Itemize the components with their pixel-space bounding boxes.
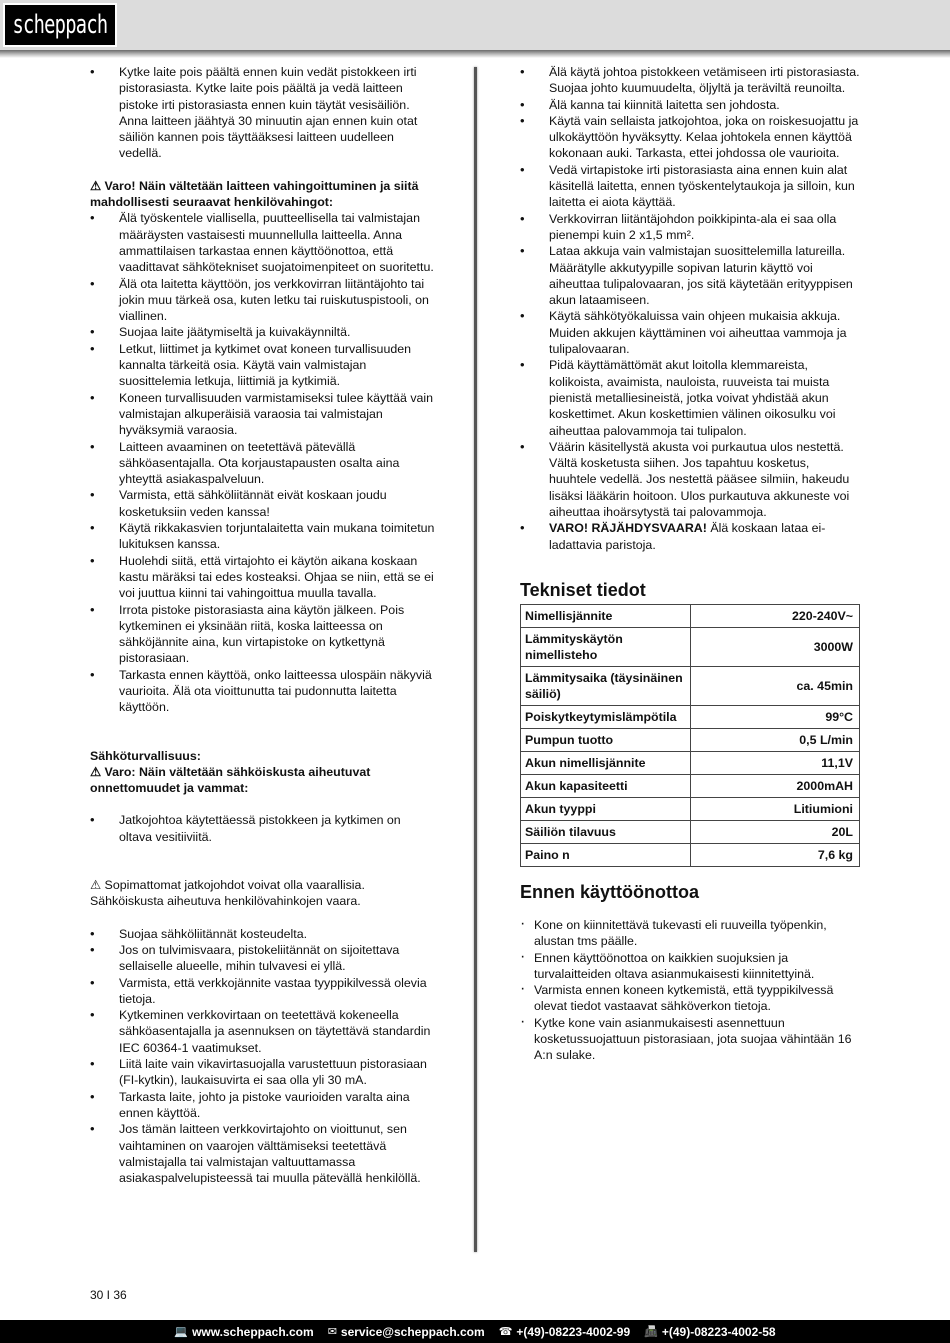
table-row: [521, 797, 860, 820]
electrical-safety-title: Sähköturvallisuus:: [90, 748, 201, 763]
table-row: [521, 604, 860, 627]
list-item: • Älä kanna tai kiinnitä laitetta sen johdosta.: [520, 97, 860, 113]
spec-label: Akun nimellisjännite: [521, 751, 691, 774]
startup-bullet-list: [520, 917, 860, 1064]
table-row: [521, 843, 860, 866]
warning2-bullet-list: [90, 812, 435, 845]
spec-label: Nimellisjännite: [521, 604, 691, 627]
page-header: [0, 0, 950, 50]
spec-label: Säiliön tilavuus: [521, 820, 691, 843]
list-item: • Jos on tulvimisvaara, pistokeliitännät on sijoitettava sellaiselle alueelle, mihin tulvavesi ei yllä.: [90, 942, 435, 975]
table-row: [521, 774, 860, 797]
spec-label: Lämmitysaika (täysinäinen säiliö): [521, 666, 691, 705]
spec-value: 20L: [691, 820, 860, 843]
list-item: • Kytkeminen verkkovirtaan on teetettävä kokeneella sähköasentajalla ja asennuksen on täytettävä standardin IEC 60364-1 vaatimukset.: [90, 1007, 435, 1056]
spec-label: Akun kapasiteetti: [521, 774, 691, 797]
list-item: • Väärin käsitellystä akusta voi purkautua ulos nestettä. Vältä kosketusta siihen. Jos tapahtuu kosketus, huuhtele vedellä. Jos nestettä pääsee silmiin, hakeudu lisäksi lääkärin hoitoon. Ulos purkautuva akkuneste voi aiheuttaa ihoärsytystä tai palovammoja.: [520, 439, 860, 520]
list-item: • Pidä käyttämättömät akut loitolla klemmareista, kolikoista, avaimista, nauloista, ruuveista tai muista pienistä metalliesineistä, jotka voivat yhdistää akun koskettimet. Akun koskettimien välinen oikosulku voi aiheuttaa palovammoja tai tulipalon.: [520, 357, 860, 438]
list-item: • Letkut, liittimet ja kytkimet ovat koneen turvallisuuden kannalta tärkeitä osia. Käytä vain valmistajan suosittelemia letkuja, liittimiä ja kytkimiä.: [90, 341, 435, 390]
spec-value: Litiumioni: [691, 797, 860, 820]
phone-icon: ☎: [498, 1326, 513, 1338]
list-item: • Tarkasta laite, johto ja pistoke vaurioiden varalta aina ennen käyttöä.: [90, 1089, 435, 1122]
list-item: · Varmista ennen koneen kytkemistä, että tyyppikilvessä olevat tiedot vastaavat sähköverkon tietoja.: [520, 982, 860, 1015]
caution-note: ⚠ Sopimattomat jatkojohdot voivat olla vaarallisia. Sähköiskusta aiheutuva henkilövahinkojen vaara.: [90, 878, 365, 909]
list-item: • Liitä laite vain vikavirtasuojalla varustettuun pistorasiaan (FI-kytkin), laukaisuvirta ei saa olla yli 30 mA.: [90, 1056, 435, 1089]
table-row: [521, 751, 860, 774]
explosion-warning-text: Älä koskaan lataa ei-ladattavia paristoja.: [549, 521, 826, 552]
tech-specs-title: Tekniset tiedot: [520, 579, 646, 600]
right-bullet-list: [520, 64, 860, 553]
explosion-warning-label: VARO! RÄJÄHDYSVAARA!: [549, 521, 707, 536]
startup-title: Ennen käyttöönottoa: [520, 881, 699, 902]
footer-email[interactable]: [328, 1325, 485, 1339]
spec-value: 2000mAH: [691, 774, 860, 797]
left-column: [90, 64, 435, 1186]
page-number: 30 I 36: [90, 1288, 127, 1302]
list-item: · Kone on kiinnitettävä tukevasti eli ruuveilla työpenkin, alustan tms päälle.: [520, 917, 860, 950]
spec-value: 220-240V~: [691, 604, 860, 627]
footer-website[interactable]: [174, 1325, 313, 1339]
footer-phone: [499, 1325, 630, 1339]
warning1-bullet-list: [90, 210, 435, 715]
spec-value: ca. 45min: [691, 666, 860, 705]
intro-bullet-list: [90, 64, 435, 162]
fax-number: +(49)-08223-4002-58: [661, 1324, 776, 1339]
list-item: • Käytä vain sellaista jatkojohtoa, joka on roiskesuojattu ja ulkokäyttöön hyväksytty. Kelaa johtokela ennen käyttöä kokonaan auki. Tarkasta, ettei johdossa ole vaurioita.: [520, 113, 860, 162]
phone-number: +(49)-08223-4002-99: [516, 1324, 631, 1339]
list-item-explosion-warning: [520, 520, 860, 553]
list-item: • Käytä sähkötyökaluissa vain ohjeen mukaisia akkuja. Muiden akkujen käyttäminen voi aiheuttaa vammoja ja tulipalovaaran.: [520, 308, 860, 357]
right-column: [520, 64, 860, 1064]
table-row: [521, 666, 860, 705]
spec-label: Poiskytkeytymislämpötila: [521, 705, 691, 728]
footer-fax: [644, 1325, 775, 1339]
column-divider: [474, 67, 477, 1252]
list-item: • Tarkasta ennen käyttöä, onko laitteessa ulospäin näkyviä vaurioita. Älä ota vioittunutta tai pudonnutta laitetta käyttöön.: [90, 667, 435, 716]
tech-specs-table: [520, 604, 860, 867]
list-item: • Älä käytä johtoa pistokkeen vetämiseen irti pistorasiasta. Suojaa johto kuumuudelta, öljyltä ja teräviltä reunoilta.: [520, 64, 860, 97]
list-item: • Suojaa laite jäätymiseltä ja kuivakäynniltä.: [90, 324, 435, 340]
list-item: • Lataa akkuja vain valmistajan suosittelemilla latureilla. Määrätylle akkutyypille sopivan laturin käyttö voi aiheuttaa tulipalovaaran, jos sitä käytetään erityyppisen akun lataamiseen.: [520, 243, 860, 308]
list-item: • Huolehdi siitä, että virtajohto ei käytön aikana koskaan kastu märäksi tai edes kosteaksi. Ohjaa se niin, että se ei voi juuttua kiinni tai vahingoittua muulla tavalla.: [90, 553, 435, 602]
table-row: [521, 705, 860, 728]
list-item: • Suojaa sähköliitännät kosteudelta.: [90, 926, 435, 942]
warning-heading-device-damage: ⚠ Varo! Näin vältetään laitteen vahingoittuminen ja siitä mahdollisesti seuraavat henkilövahingot:: [90, 178, 419, 210]
list-item: • Kytke laite pois päältä ennen kuin vedät pistokkeen irti pistorasiasta. Kytke laite pois päältä ja vedä laitteen pistoke irti pistorasiasta ennen kuin täytät vesisäiliön. Anna laitteen jäähtyä 30 minuutin ajan ennen kuin otat säiliön kannen pois täyttääksesi laitteen uudelleen vedellä.: [90, 64, 435, 162]
list-item: • Vedä virtapistoke irti pistorasiasta aina ennen kuin alat käsitellä laitetta, ennen työskentelytaukoja ja silloin, kun laitetta ei aiota käyttää.: [520, 162, 860, 211]
list-item: • Varmista, että verkkojännite vastaa tyyppikilvessä olevia tietoja.: [90, 975, 435, 1008]
list-item: • Käytä rikkakasvien torjuntalaitetta vain mukana toimitetun lukituksen kanssa.: [90, 520, 435, 553]
page-footer: [0, 1320, 950, 1343]
table-row: [521, 820, 860, 843]
list-item: • Irrota pistoke pistorasiasta aina käytön jälkeen. Pois kytkeminen ei yksinään riitä, koska laitteessa on sähköjännite aina, kun virtapistoke on kytkettynä pistorasiaan.: [90, 602, 435, 667]
spec-label: Paino n: [521, 843, 691, 866]
list-item: · Ennen käyttöönottoa on kaikkien suojuksien ja turvalaitteiden oltava asianmukaisesti kiinnitettyinä.: [520, 950, 860, 983]
list-item: • Varmista, että sähköliitännät eivät koskaan joudu kosketuksiin veden kanssa!: [90, 487, 435, 520]
spec-label: Akun tyyppi: [521, 797, 691, 820]
fax-icon: 📠: [644, 1326, 658, 1338]
list-item: · Kytke kone vain asianmukaisesti asennettuun kosketussuojattuun pistorasiaan, jota suojaa vähintään 16 A:n sulake.: [520, 1015, 860, 1064]
header-shadow: [0, 50, 950, 58]
table-row: [521, 728, 860, 751]
list-item: • Älä ota laitetta käyttöön, jos verkkovirran liitäntäjohto tai jokin muu tärkeä osa, kuten letku tai ruiskutuspistooli, on viallinen.: [90, 276, 435, 325]
list-item: • Jos tämän laitteen verkkovirtajohto on vioittunut, sen vaihtaminen on vaarojen välttämiseksi teetettävä valmistajalla tai valmistajan valtuuttamassa asiakaspalvelupisteessä tai muulla pätevällä henkilöllä.: [90, 1121, 435, 1186]
list-item: • Laitteen avaaminen on teetettävä pätevällä sähköasentajalla. Ota korjaustapausten osalta aina yhteyttä asiakaspalveluun.: [90, 439, 435, 488]
electrical-bullet-list: [90, 926, 435, 1187]
computer-icon: 💻: [174, 1326, 189, 1338]
list-item: • Jatkojohtoa käytettäessä pistokkeen ja kytkimen on oltava vesitiiviitä.: [90, 812, 435, 845]
list-item: • Koneen turvallisuuden varmistamiseksi tulee käyttää vain valmistajan alkuperäisiä varaosia tai valmistajan hyväksymiä varaosia.: [90, 390, 435, 439]
spec-value: 99°C: [691, 705, 860, 728]
envelope-icon: ✉: [327, 1326, 337, 1338]
warning-heading-electric-shock: ⚠ Varo: Näin vältetään sähköiskusta aiheutuvat onnettomuudet ja vammat:: [90, 764, 371, 796]
spec-value: 11,1V: [691, 751, 860, 774]
spec-value: 7,6 kg: [691, 843, 860, 866]
spec-value: 3000W: [691, 627, 860, 666]
list-item: • Verkkovirran liitäntäjohdon poikkipinta-ala ei saa olla pienempi kuin 2 x1,5 mm².: [520, 211, 860, 244]
table-row: [521, 627, 860, 666]
scheppach-logo: scheppach: [3, 3, 117, 47]
email-link[interactable]: service@scheppach.com: [340, 1324, 485, 1339]
website-link[interactable]: www.scheppach.com: [192, 1324, 314, 1339]
spec-label: Lämmityskäytön nimellisteho: [521, 627, 691, 666]
spec-label: Pumpun tuotto: [521, 728, 691, 751]
spec-value: 0,5 L/min: [691, 728, 860, 751]
list-item: • Älä työskentele viallisella, puutteellisella tai valmistajan määräysten vastaisesti muunnellulla laitteella. Anna ammattilaisen tarkastaa ennen käyttöönottoa, että vaadittavat sähkötekniset suojatoimenpiteet on suoritettu.: [90, 210, 435, 275]
